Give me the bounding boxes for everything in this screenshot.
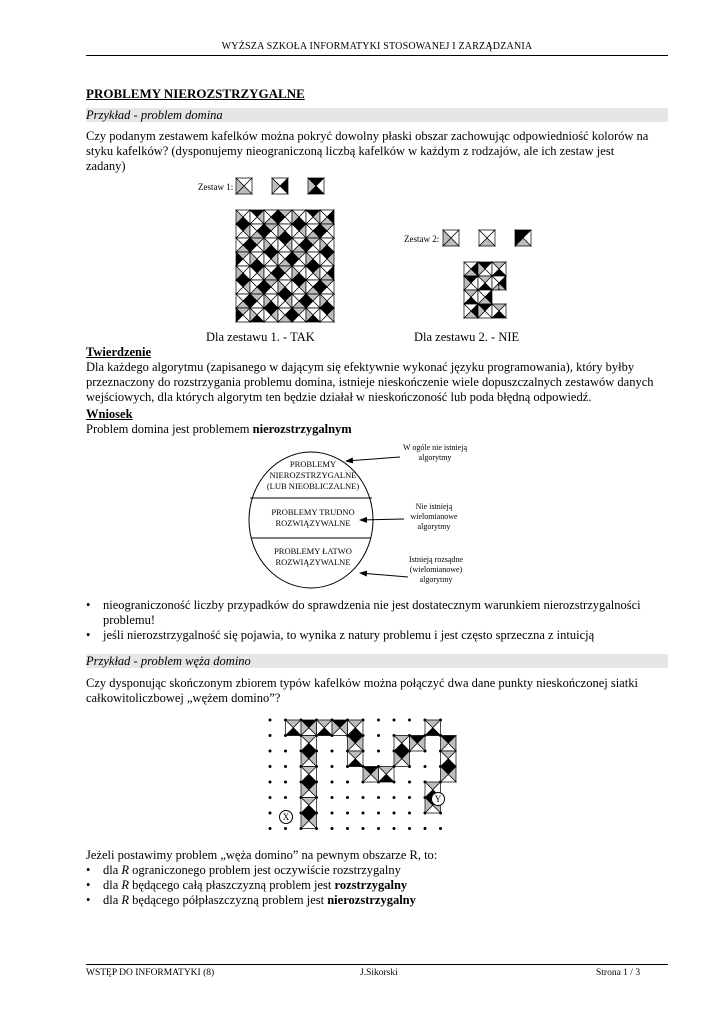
caption-set2: Dla zestawu 2. - NIE bbox=[414, 330, 520, 344]
page-title: PROBLEMY NIEROZSTRZYGALNE bbox=[86, 86, 305, 101]
conclusion-bold: nierozstrzygalnym bbox=[252, 422, 352, 436]
grid-dot bbox=[269, 812, 272, 815]
ellipse-middle-label bbox=[252, 507, 374, 529]
grid-dot bbox=[331, 765, 334, 768]
header-rule bbox=[86, 55, 668, 56]
bullet-pre: dla bbox=[103, 863, 122, 877]
ellipse-middle-line1: PROBLEMY TRUDNO bbox=[271, 507, 355, 517]
grid-dot bbox=[393, 796, 396, 799]
grid-dot bbox=[269, 734, 272, 737]
footer-page: Strona 1 / 3 bbox=[596, 968, 641, 978]
bullet-mid: będącego całą płaszczyzną problem jest bbox=[129, 878, 335, 892]
region-symbol: R bbox=[121, 863, 130, 877]
bullet-item bbox=[86, 598, 666, 628]
note-mid-line1: Nie istnieją bbox=[415, 502, 453, 511]
ellipse-bottom-line2: ROZWIĄZYWALNE bbox=[275, 557, 351, 567]
example-band-snake: Przykład - problem węża domino bbox=[86, 654, 668, 668]
grid-dot bbox=[346, 781, 349, 784]
grid-dot bbox=[439, 827, 442, 830]
grid-dot bbox=[377, 719, 380, 722]
grid-dot bbox=[362, 796, 365, 799]
bullet-text bbox=[103, 893, 663, 908]
grid-dot bbox=[269, 765, 272, 768]
theorem-text: Dla każdego algorytmu (zapisanego w dającym się efektywnie wykonać języku programowania), który byłby przeznaczony do rozstrzygania problemu domina, istnieje nieskończenie wiele dopuszczalnych zestawów danych wejściowych, dla których algorytm ten będzie działał w nieskończoność lub poda błędną odpowiedź. bbox=[86, 360, 654, 404]
ellipse-top-line3: (LUB NIEOBLICZALNE) bbox=[266, 481, 360, 491]
set2-label: Zestaw 2: bbox=[404, 234, 440, 244]
region-symbol: R bbox=[121, 878, 130, 892]
ellipse-top-line2: NIEROZSTRZYGALNE bbox=[269, 470, 357, 480]
conclusion-heading: Wniosek bbox=[86, 407, 133, 421]
grid-dot bbox=[377, 734, 380, 737]
note-top-line1: W ogóle nie istnieją bbox=[402, 443, 468, 452]
note-bot-line3: algorytmy bbox=[419, 575, 453, 584]
bullet-bold: nierozstrzygalny bbox=[327, 893, 416, 907]
snake-question: Czy dysponując skończonym zbiorem typów kafelków można połączyć dwa dane punkty nieskończonej siatki całkowitoliczbowej „wężem domino”? bbox=[86, 676, 638, 705]
note-top bbox=[392, 443, 478, 463]
grid-dot bbox=[284, 750, 287, 753]
grid-dot bbox=[377, 796, 380, 799]
footer-author: J.Sikorski bbox=[360, 968, 398, 978]
grid-dot bbox=[284, 796, 287, 799]
bullet-pre: dla bbox=[103, 878, 122, 892]
bullet-item bbox=[86, 863, 666, 878]
set2-tiles bbox=[443, 230, 533, 250]
bullet-pre: dla bbox=[103, 893, 122, 907]
bullet-text: nieograniczoność liczby przypadków do sprawdzenia nie jest dostatecznym warunkiem nierozstrzygalności problemu! bbox=[103, 598, 641, 627]
bullet-bold: rozstrzygalny bbox=[334, 878, 408, 892]
grid-dot bbox=[408, 796, 411, 799]
grid-dot bbox=[346, 812, 349, 815]
grid-dot bbox=[331, 750, 334, 753]
grid-dot bbox=[377, 812, 380, 815]
grid-dot bbox=[408, 719, 411, 722]
grid-dot bbox=[393, 827, 396, 830]
bullet-text bbox=[103, 878, 663, 893]
grid-dot bbox=[362, 812, 365, 815]
snake-region-text: Jeżeli postawimy problem „węża domino” na pewnym obszarze R, to: bbox=[86, 848, 438, 862]
point-y-marker: Y bbox=[431, 792, 445, 806]
note-mid-line3: algorytmy bbox=[417, 522, 451, 531]
conclusion-text bbox=[86, 422, 656, 437]
grid-dot bbox=[269, 719, 272, 722]
bullet-item bbox=[86, 893, 666, 908]
note-bot-line2: (wielomianowe) bbox=[409, 565, 463, 574]
bullet-mid: będącego półpłaszczyzną problem jest bbox=[129, 893, 328, 907]
note-bot-line1: Istnieją rozsądne bbox=[409, 555, 463, 564]
grid-dot bbox=[408, 827, 411, 830]
page-header: WYŻSZA SZKOŁA INFORMATYKI STOSOWANEJ I ZARZĄDZANIA bbox=[221, 41, 533, 52]
bullet-text bbox=[103, 863, 663, 878]
grid-dot bbox=[393, 719, 396, 722]
bullet-mid: ograniczonego problem jest oczywiście rozstrzygalny bbox=[129, 863, 401, 877]
contradiction-mark: ! bbox=[497, 281, 501, 293]
set1-label: Zestaw 1: bbox=[198, 182, 234, 192]
domino-snake-grid bbox=[262, 716, 462, 846]
domino-tiling-grid bbox=[236, 210, 336, 322]
ellipse-middle-line2: ROZWIĄZYWALNE bbox=[275, 518, 351, 528]
grid-dot bbox=[346, 827, 349, 830]
grid-dot bbox=[377, 750, 380, 753]
bullet-glyph: • bbox=[86, 893, 91, 907]
footer-rule bbox=[86, 964, 668, 965]
point-x-marker: X bbox=[279, 810, 293, 824]
grid-dot bbox=[408, 812, 411, 815]
grid-dot bbox=[269, 796, 272, 799]
grid-dot bbox=[408, 781, 411, 784]
domino-failed-grid bbox=[464, 262, 524, 324]
grid-dot bbox=[331, 796, 334, 799]
grid-dot bbox=[269, 781, 272, 784]
set1-tiles bbox=[236, 178, 326, 198]
caption-set1: Dla zestawu 1. - TAK bbox=[206, 330, 315, 344]
bullet-item bbox=[86, 628, 666, 643]
bullet-glyph: • bbox=[86, 878, 91, 892]
grid-dot bbox=[284, 765, 287, 768]
bullet-item bbox=[86, 878, 666, 893]
footer-course: WSTĘP DO INFORMATYKI (8) bbox=[86, 968, 215, 978]
bullet-glyph: • bbox=[86, 863, 91, 877]
grid-dot bbox=[284, 781, 287, 784]
note-bottom bbox=[398, 555, 474, 585]
region-symbol: R bbox=[121, 893, 130, 907]
grid-dot bbox=[269, 827, 272, 830]
theorem-heading: Twierdzenie bbox=[86, 345, 152, 359]
grid-dot bbox=[393, 812, 396, 815]
note-top-line2: algorytmy bbox=[418, 453, 452, 462]
grid-dot bbox=[331, 827, 334, 830]
grid-dot bbox=[346, 796, 349, 799]
grid-dot bbox=[362, 827, 365, 830]
conclusion-prefix: Problem domina jest problemem bbox=[86, 422, 253, 436]
ellipse-top-label bbox=[252, 459, 374, 492]
grid-dot bbox=[424, 827, 427, 830]
ellipse-bottom-line1: PROBLEMY ŁATWO bbox=[274, 546, 352, 556]
example-band-domino: Przykład - problem domina bbox=[86, 108, 668, 122]
bullet-glyph: • bbox=[86, 628, 91, 642]
grid-dot bbox=[269, 750, 272, 753]
grid-dot bbox=[331, 781, 334, 784]
bullet-glyph: • bbox=[86, 598, 91, 612]
note-mid-line2: wielomianowe bbox=[410, 512, 458, 521]
grid-dot bbox=[284, 827, 287, 830]
note-middle bbox=[396, 502, 472, 532]
grid-dot bbox=[424, 765, 427, 768]
grid-dot bbox=[331, 812, 334, 815]
domino-question: Czy podanym zestawem kafelków można pokryć dowolny płaski obszar zachowując odpowiedniość kolorów na styku kafelków? (dysponujemy nieograniczoną liczbą kafelków w każdym z rodzajów, ale ich zestaw jest zadany) bbox=[86, 129, 649, 173]
bullet-text: jeśli nierozstrzygalność się pojawia, to wynika z natury problemu i jest często sprzeczna z intuicją bbox=[103, 628, 595, 642]
grid-dot bbox=[377, 827, 380, 830]
ellipse-top-line1: PROBLEMY bbox=[289, 459, 337, 469]
ellipse-bottom-label bbox=[252, 546, 374, 568]
